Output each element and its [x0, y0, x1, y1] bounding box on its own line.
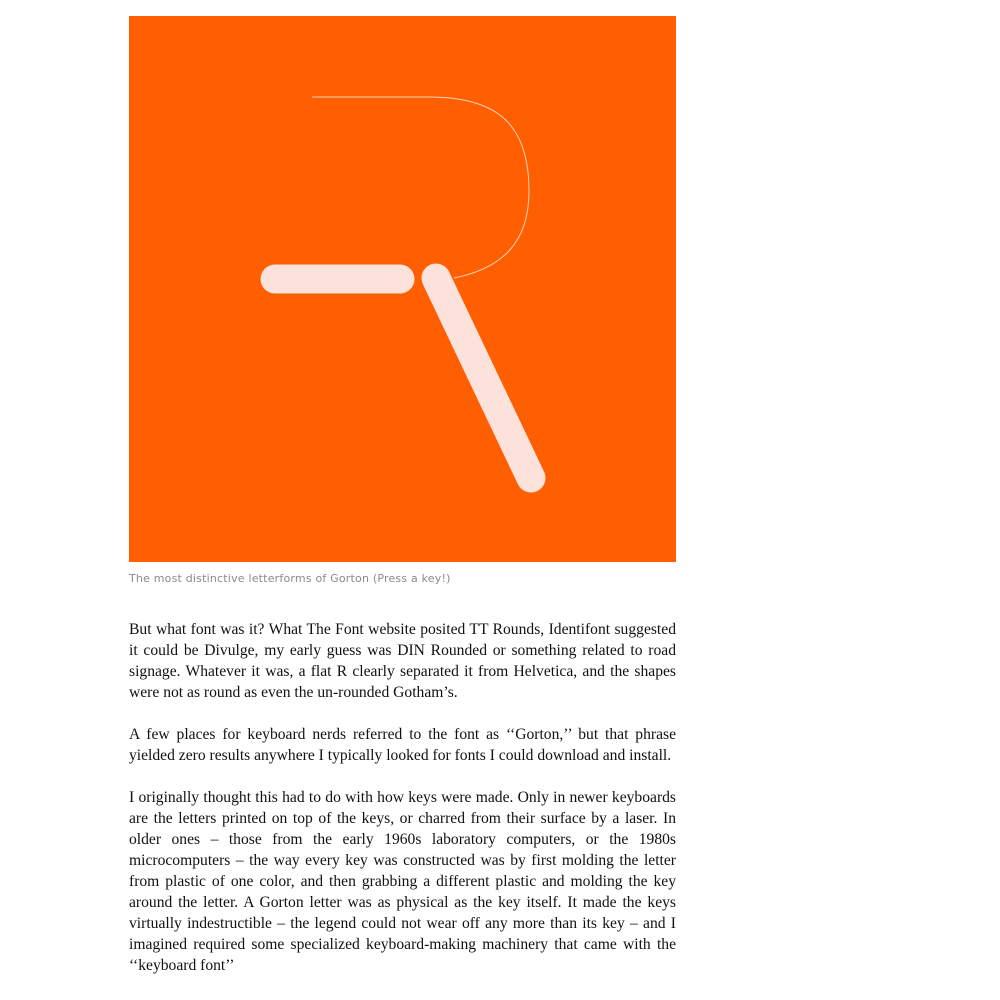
letterform-figure[interactable] — [129, 16, 676, 562]
figure-caption: The most distinctive letterforms of Gorton (Press a key!) — [129, 572, 451, 585]
paragraph: I originally thought this had to do with how keys were made. Only in newer keyboards are the letters printed on top of the keys, or charred from their surface by a laser. In older ones – those from the early 1960s laboratory computers, or the 1980s microcomputers – the way every key was constructed was by first molding the letter from plastic of one color, and then grabbing a different plastic and molding the key around the letter. A Gorton letter was as physical as the key itself. It made the keys virtually indestructible – the legend could not wear off any more than its key – and I imagined required some specialized keyboard-making machinery that came with the ‘‘keyboard font’’ — [129, 789, 676, 974]
paragraph: A few places for keyboard nerds referred to the font as ‘‘Gorton,’’ but that phrase yielded zero results anywhere I typically looked for fonts I could download and install. — [129, 726, 676, 764]
r-bowl-outline — [312, 97, 529, 278]
article-body — [129, 619, 676, 997]
r-leg-stroke — [436, 278, 531, 478]
letter-r-illustration — [129, 16, 676, 562]
paragraph: But what font was it? What The Font website posited TT Rounds, Identifont suggested it could be Divulge, my early guess was DIN Rounded or something related to road signage. Whatever it was, a flat R clearly separated it from Helvetica, and the shapes were not as round as even the un-rounded Gotham’s. — [129, 621, 676, 701]
